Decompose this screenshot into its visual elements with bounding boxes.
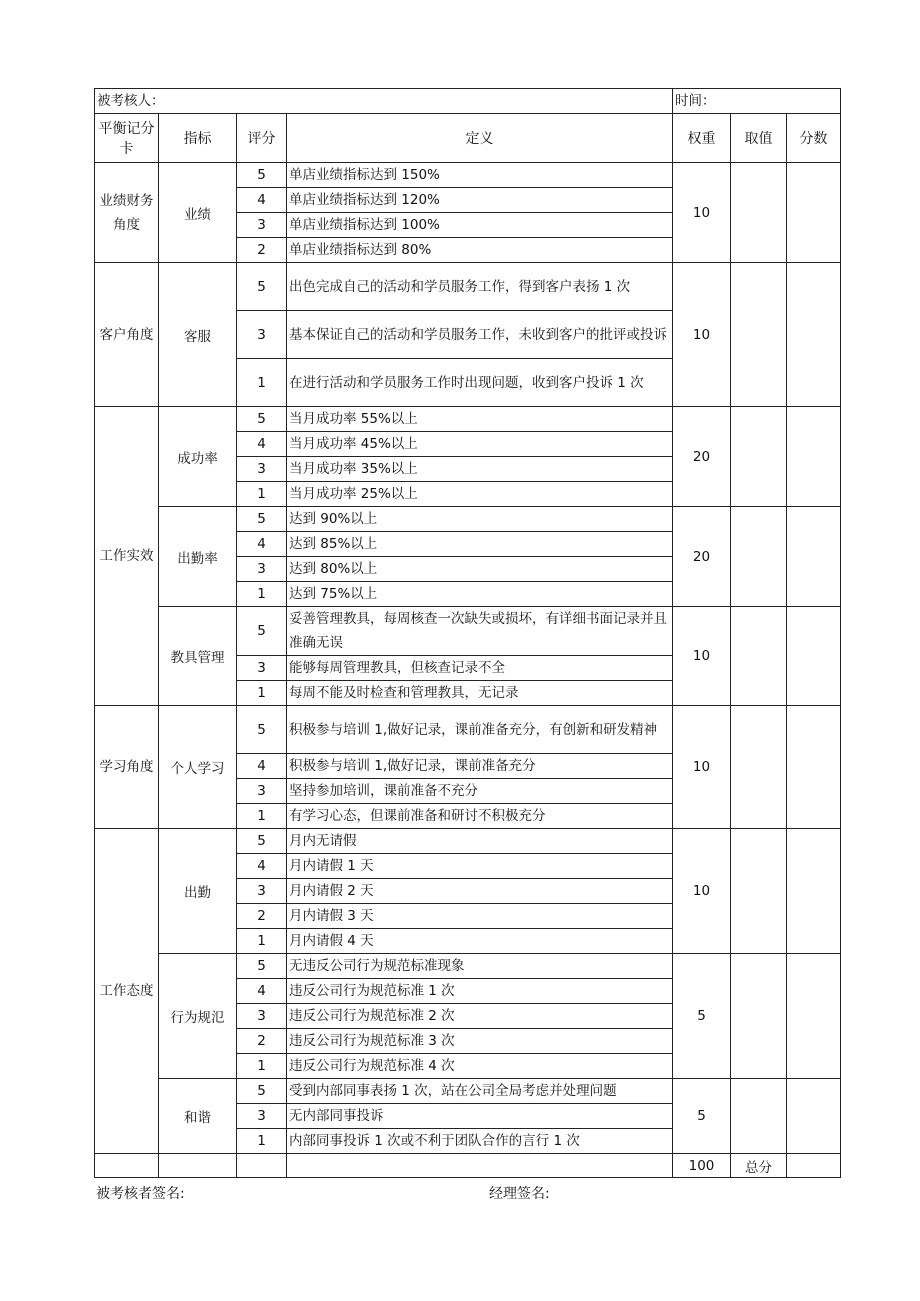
weight-cell: 10 (673, 829, 731, 954)
evaluation-sheet (94, 88, 840, 1178)
points-cell[interactable] (787, 1079, 841, 1154)
definition-cell: 积极参与培训 1,做好记录，课前准备充分，有创新和研发精神 (287, 706, 673, 754)
definition-cell: 月内请假 3 天 (287, 904, 673, 929)
score-cell: 4 (237, 532, 287, 557)
value-cell[interactable] (731, 507, 787, 607)
weight-cell: 5 (673, 1079, 731, 1154)
total-empty-cell (237, 1154, 287, 1178)
definition-cell: 坚持参加培训，课前准备不充分 (287, 779, 673, 804)
definition-cell: 达到 85%以上 (287, 532, 673, 557)
score-cell: 3 (237, 311, 287, 359)
balanced-scorecard-table (94, 88, 841, 1178)
definition-cell: 达到 80%以上 (287, 557, 673, 582)
score-cell: 3 (237, 879, 287, 904)
indicator-cell: 成功率 (159, 407, 237, 507)
indicator-cell: 客服 (159, 263, 237, 407)
definition-cell: 单店业绩指标达到 150% (287, 163, 673, 188)
score-cell: 4 (237, 754, 287, 779)
score-cell: 3 (237, 557, 287, 582)
score-cell: 4 (237, 979, 287, 1004)
manager-signature: 经理签名: (489, 1186, 550, 1202)
definition-cell: 月内请假 4 天 (287, 929, 673, 954)
definition-cell: 单店业绩指标达到 120% (287, 188, 673, 213)
definition-cell: 违反公司行为规范标准 2 次 (287, 1004, 673, 1029)
col-header-definition: 定义 (287, 114, 673, 163)
value-cell[interactable] (731, 263, 787, 407)
definition-cell: 有学习心态，但课前准备和研讨不积极充分 (287, 804, 673, 829)
score-cell: 2 (237, 1029, 287, 1054)
score-cell: 4 (237, 854, 287, 879)
definition-cell: 在进行活动和学员服务工作时出现问题，收到客户投诉 1 次 (287, 359, 673, 407)
total-row (95, 1154, 841, 1178)
weight-cell: 20 (673, 507, 731, 607)
table-row (95, 829, 841, 854)
score-cell: 3 (237, 1104, 287, 1129)
definition-cell: 违反公司行为规范标准 4 次 (287, 1054, 673, 1079)
definition-cell: 当月成功率 45%以上 (287, 432, 673, 457)
score-cell: 5 (237, 1079, 287, 1104)
col-header-indicator: 指标 (159, 114, 237, 163)
value-cell[interactable] (731, 163, 787, 263)
definition-cell: 达到 90%以上 (287, 507, 673, 532)
weight-cell: 10 (673, 706, 731, 829)
weight-cell: 5 (673, 954, 731, 1079)
total-weight-cell: 100 (673, 1154, 731, 1178)
definition-cell: 出色完成自己的活动和学员服务工作，得到客户表扬 1 次 (287, 263, 673, 311)
col-header-scorecard: 平衡记分卡 (95, 114, 159, 163)
table-row (95, 1079, 841, 1104)
score-cell: 3 (237, 779, 287, 804)
score-cell: 5 (237, 507, 287, 532)
indicator-cell: 和谐 (159, 1079, 237, 1154)
total-empty-cell (287, 1154, 673, 1178)
score-cell: 1 (237, 1129, 287, 1154)
points-cell[interactable] (787, 507, 841, 607)
table-row (95, 706, 841, 754)
info-row (95, 89, 841, 114)
score-cell: 5 (237, 706, 287, 754)
table-row (95, 954, 841, 979)
score-cell: 1 (237, 681, 287, 706)
score-cell: 5 (237, 829, 287, 854)
value-cell[interactable] (731, 954, 787, 1079)
total-empty-cell (95, 1154, 159, 1178)
category-cell: 客户角度 (95, 263, 159, 407)
definition-cell: 妥善管理教具，每周核查一次缺失或损坏，有详细书面记录并且准确无误 (287, 607, 673, 656)
table-row (95, 607, 841, 656)
score-cell: 5 (237, 607, 287, 656)
total-label-cell: 总分 (731, 1154, 787, 1178)
col-header-points: 分数 (787, 114, 841, 163)
score-cell: 5 (237, 163, 287, 188)
examinee-signature: 被考核者签名: (96, 1186, 185, 1202)
definition-cell: 当月成功率 55%以上 (287, 407, 673, 432)
points-cell[interactable] (787, 607, 841, 706)
score-cell: 2 (237, 904, 287, 929)
score-cell: 3 (237, 1004, 287, 1029)
total-empty-cell (159, 1154, 237, 1178)
weight-cell: 20 (673, 407, 731, 507)
weight-cell: 10 (673, 163, 731, 263)
definition-cell: 违反公司行为规范标准 1 次 (287, 979, 673, 1004)
indicator-cell: 出勤 (159, 829, 237, 954)
weight-cell: 10 (673, 263, 731, 407)
definition-cell: 能够每周管理教具，但核查记录不全 (287, 656, 673, 681)
points-cell[interactable] (787, 407, 841, 507)
indicator-cell: 个人学习 (159, 706, 237, 829)
points-cell[interactable] (787, 263, 841, 407)
col-header-weight: 权重 (673, 114, 731, 163)
value-cell[interactable] (731, 607, 787, 706)
table-row (95, 507, 841, 532)
definition-cell: 无违反公司行为规范标准现象 (287, 954, 673, 979)
definition-cell: 基本保证自己的活动和学员服务工作，未收到客户的批评或投诉 (287, 311, 673, 359)
weight-cell: 10 (673, 607, 731, 706)
definition-cell: 每周不能及时检查和管理教具，无记录 (287, 681, 673, 706)
score-cell: 5 (237, 954, 287, 979)
definition-cell: 违反公司行为规范标准 3 次 (287, 1029, 673, 1054)
category-cell: 工作实效 (95, 407, 159, 706)
definition-cell: 无内部同事投诉 (287, 1104, 673, 1129)
points-cell[interactable] (787, 954, 841, 1079)
indicator-cell: 教具管理 (159, 607, 237, 706)
header-row (95, 114, 841, 163)
indicator-cell: 行为规氾 (159, 954, 237, 1079)
definition-cell: 单店业绩指标达到 80% (287, 238, 673, 263)
definition-cell: 内部同事投诉 1 次或不利于团队合作的言行 1 次 (287, 1129, 673, 1154)
total-score-cell[interactable] (787, 1154, 841, 1178)
points-cell[interactable] (787, 829, 841, 954)
definition-cell: 月内请假 2 天 (287, 879, 673, 904)
score-cell: 1 (237, 929, 287, 954)
score-cell: 2 (237, 238, 287, 263)
value-cell[interactable] (731, 706, 787, 829)
points-cell[interactable] (787, 706, 841, 829)
score-cell: 1 (237, 359, 287, 407)
definition-cell: 当月成功率 25%以上 (287, 482, 673, 507)
score-cell: 3 (237, 213, 287, 238)
score-cell: 1 (237, 582, 287, 607)
value-cell[interactable] (731, 407, 787, 507)
points-cell[interactable] (787, 163, 841, 263)
definition-cell: 月内无请假 (287, 829, 673, 854)
definition-cell: 达到 75%以上 (287, 582, 673, 607)
score-cell: 3 (237, 656, 287, 681)
time-field[interactable]: 时间： (673, 89, 841, 114)
definition-cell: 积极参与培训 1,做好记录，课前准备充分 (287, 754, 673, 779)
col-header-score: 评分 (237, 114, 287, 163)
definition-cell: 受到内部同事表扬 1 次，站在公司全局考虑并处理问题 (287, 1079, 673, 1104)
score-cell: 4 (237, 188, 287, 213)
category-cell: 业绩财务角度 (95, 163, 159, 263)
table-row (95, 407, 841, 432)
examinee-field[interactable]: 被考核人： (95, 89, 673, 114)
definition-cell: 月内请假 1 天 (287, 854, 673, 879)
score-cell: 1 (237, 482, 287, 507)
score-cell: 5 (237, 407, 287, 432)
definition-cell: 单店业绩指标达到 100% (287, 213, 673, 238)
definition-cell: 当月成功率 35%以上 (287, 457, 673, 482)
col-header-value: 取值 (731, 114, 787, 163)
category-cell: 学习角度 (95, 706, 159, 829)
table-row (95, 163, 841, 188)
score-cell: 1 (237, 1054, 287, 1079)
indicator-cell: 业绩 (159, 163, 237, 263)
value-cell[interactable] (731, 829, 787, 954)
score-cell: 4 (237, 432, 287, 457)
score-cell: 3 (237, 457, 287, 482)
value-cell[interactable] (731, 1079, 787, 1154)
category-cell: 工作态度 (95, 829, 159, 1154)
score-cell: 1 (237, 804, 287, 829)
table-row (95, 263, 841, 311)
score-cell: 5 (237, 263, 287, 311)
indicator-cell: 出勤率 (159, 507, 237, 607)
